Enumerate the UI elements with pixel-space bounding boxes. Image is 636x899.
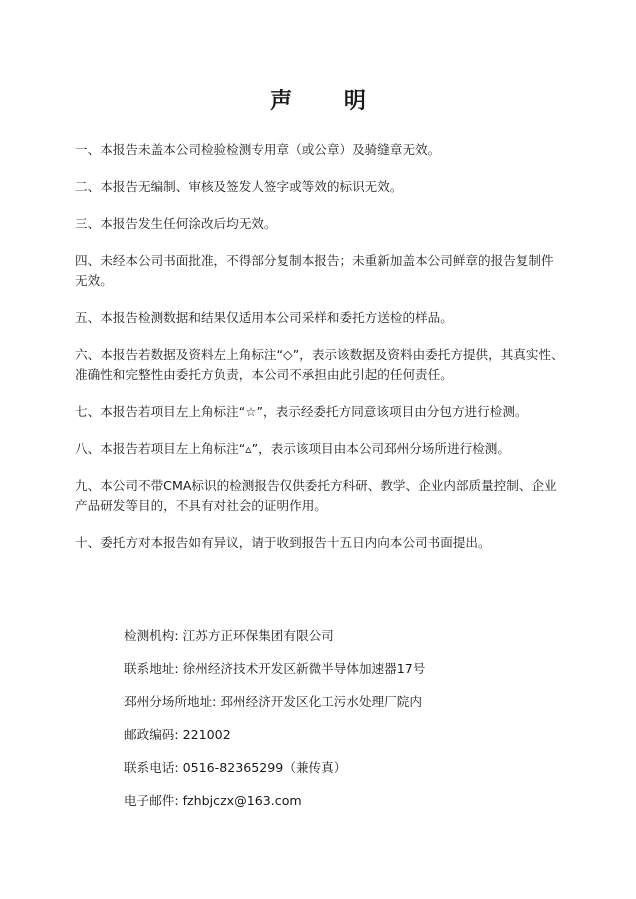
postcode-label: 邮政编码: — [124, 727, 179, 742]
declaration-clauses — [75, 140, 565, 570]
clause-7: 七、本报告若项目左上角标注“☆”，表示经委托方同意该项目由分包方进行检测。 — [75, 404, 528, 419]
clause-4: 四、未经本公司书面批准，不得部分复制本报告；未重新加盖本公司鲜章的报告复制件无效。 — [75, 253, 554, 288]
clause-6: 六、本报告若数据及资料左上角标注“◇”，表示该数据及资料由委托方提供，其真实性、准确性和完整性由委托方负责，本公司不承担由此引起的任何责任。 — [75, 347, 564, 382]
page-title: 声 明 — [270, 89, 388, 114]
clause-3: 三、本报告发生任何涂改后均无效。 — [75, 216, 277, 231]
email-row — [124, 791, 425, 824]
contact-info — [124, 626, 425, 824]
phone-label: 联系电话: — [124, 760, 179, 775]
clause-8: 八、本报告若项目左上角标注“▵”，表示该项目由本公司邳州分场所进行检测。 — [75, 441, 510, 456]
clause-10: 十、委托方对本报告如有异议，请于收到报告十五日内向本公司书面提出。 — [75, 535, 491, 550]
org-label: 检测机构: — [124, 628, 179, 643]
address-row — [124, 659, 425, 692]
clause-2: 二、本报告无编制、审核及签发人签字或等效的标识无效。 — [75, 179, 403, 194]
phone-value: 0516-82365299（兼传真） — [182, 760, 347, 775]
address-value: 徐州经济技术开发区新微半导体加速器17号 — [182, 661, 426, 676]
branch-address-row — [124, 692, 425, 725]
email-value: fzhbjczx@163.com — [182, 793, 302, 808]
phone-row — [124, 758, 425, 791]
clause-9: 九、本公司不带CMA标识的检测报告仅供委托方科研、教学、企业内部质量控制、企业产品研发等目的，不具有对社会的证明作用。 — [75, 478, 557, 513]
clause-5: 五、本报告检测数据和结果仅适用本公司采样和委托方送检的样品。 — [75, 310, 453, 325]
postcode-value: 221002 — [182, 727, 231, 742]
postcode-row — [124, 725, 425, 758]
branch-address-value: 邳州经济开发区化工污水处理厂院内 — [220, 694, 422, 709]
org-value: 江苏方正环保集团有限公司 — [182, 628, 334, 643]
org-row — [124, 626, 425, 659]
clause-1: 一、本报告未盖本公司检验检测专用章（或公章）及骑缝章无效。 — [75, 142, 441, 157]
email-label: 电子邮件: — [124, 793, 179, 808]
branch-address-label: 邳州分场所地址: — [124, 694, 217, 709]
address-label: 联系地址: — [124, 661, 179, 676]
